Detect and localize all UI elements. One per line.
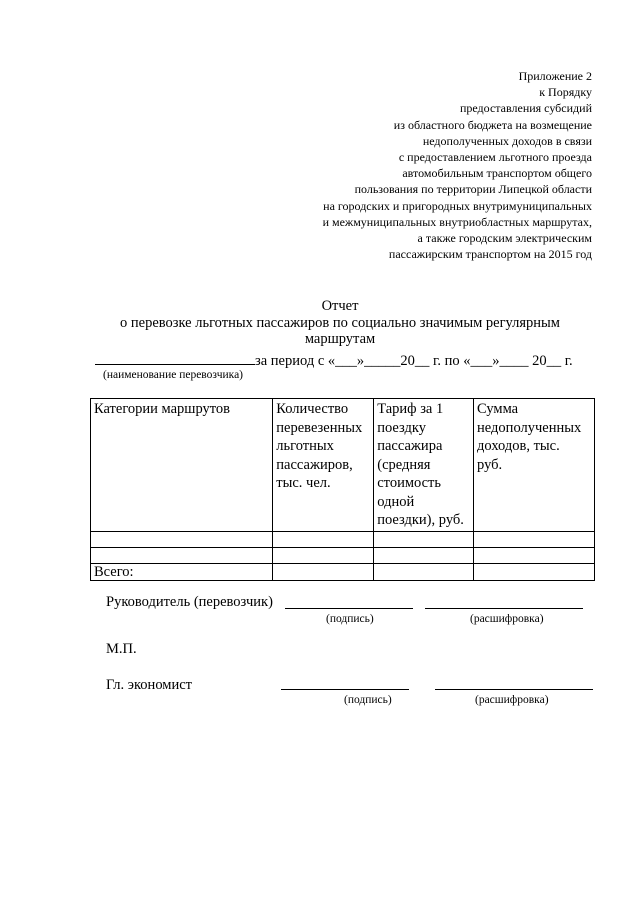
report-table [90,398,595,581]
table-cell[interactable] [374,531,474,547]
appendix-line: на городских и пригородных внутримуниципальных [323,198,592,213]
table-cell[interactable] [273,547,374,563]
header-text: одной [377,493,415,510]
header-lost-income [474,399,595,532]
appendix-line: из областного бюджета на возмещение [393,117,592,132]
econ-signature-line[interactable] [281,689,409,690]
header-route-category [91,399,273,532]
carrier-name-blank[interactable] [95,352,255,365]
appendix-line: пассажирским транспортом на 2015 год [388,247,592,262]
stamp-label: М.П. [106,641,137,657]
table-cell[interactable] [91,547,273,563]
header-text: Категории маршрутов [94,401,231,417]
total-label: Всего: [91,563,273,580]
header-passenger-count [273,399,374,532]
table-row [91,547,595,563]
appendix-line: автомобильным транспортом общего [402,166,592,181]
head-decode-caption: (расшифровка) [470,613,544,625]
report-heading: Отчет [321,298,359,314]
appendix-line: и межмуниципальных внутриобластных маршрутах, [322,214,592,229]
head-decode-line[interactable] [425,608,583,609]
header-text: поездку [377,419,426,436]
appendix-line: Приложение 2 [518,69,592,83]
table-cell[interactable] [273,563,374,580]
economist-label: Гл. экономист [106,677,193,693]
appendix-line: пользования по территории Липецкой области [354,182,592,197]
appendix-header [232,68,592,262]
table-cell[interactable] [91,531,273,547]
table-cell[interactable] [273,531,374,547]
appendix-line: с предоставлением льготного проезда [398,150,592,165]
header-text: стоимость [377,475,441,491]
header-text: Сумма [477,401,519,417]
econ-decode-line[interactable] [435,689,593,690]
period-text: за период с «___»_____20__ г. по «___»____ 20__ г. [255,353,573,369]
header-text: поездки), руб. [377,512,464,528]
report-subtitle-cont: маршрутам [304,331,376,347]
econ-sign-caption: (подпись) [344,694,392,706]
appendix-line: а также городским электрическим [417,231,592,246]
table-cell[interactable] [474,531,595,547]
table-header-row [91,399,595,532]
header-text: пассажира [377,438,443,454]
table-cell[interactable] [374,563,474,580]
econ-decode-caption: (расшифровка) [475,694,549,706]
head-signature-line[interactable] [285,608,413,609]
carrier-caption: (наименование перевозчика) [103,369,244,381]
header-text: недополученных [477,419,582,436]
table-cell[interactable] [474,563,595,580]
header-text: руб. [477,456,503,473]
table-cell[interactable] [374,547,474,563]
table-total-row [91,563,595,580]
header-text: тыс. чел. [276,475,331,491]
table-row [91,531,595,547]
table-cell[interactable] [474,547,595,563]
appendix-line: недополученных доходов в связи [422,133,592,148]
header-text: перевезенных [276,419,363,436]
header-text: доходов, тыс. [477,438,560,454]
appendix-line: к Порядку [539,85,592,100]
header-tariff [374,399,474,532]
header-text: Количество [276,401,349,417]
appendix-line: предоставления субсидий [459,101,592,116]
header-text: (средняя [377,456,431,473]
header-text: льготных [276,438,334,454]
head-sign-caption: (подпись) [326,613,374,625]
period-line [95,352,573,370]
header-text: пассажиров, [276,456,353,473]
report-subtitle: о перевозке льготных пассажиров по социально значимым регулярным [120,314,560,331]
head-label: Руководитель (перевозчик) [106,594,273,610]
report-title [90,298,590,348]
header-text: Тариф за 1 [377,401,444,417]
